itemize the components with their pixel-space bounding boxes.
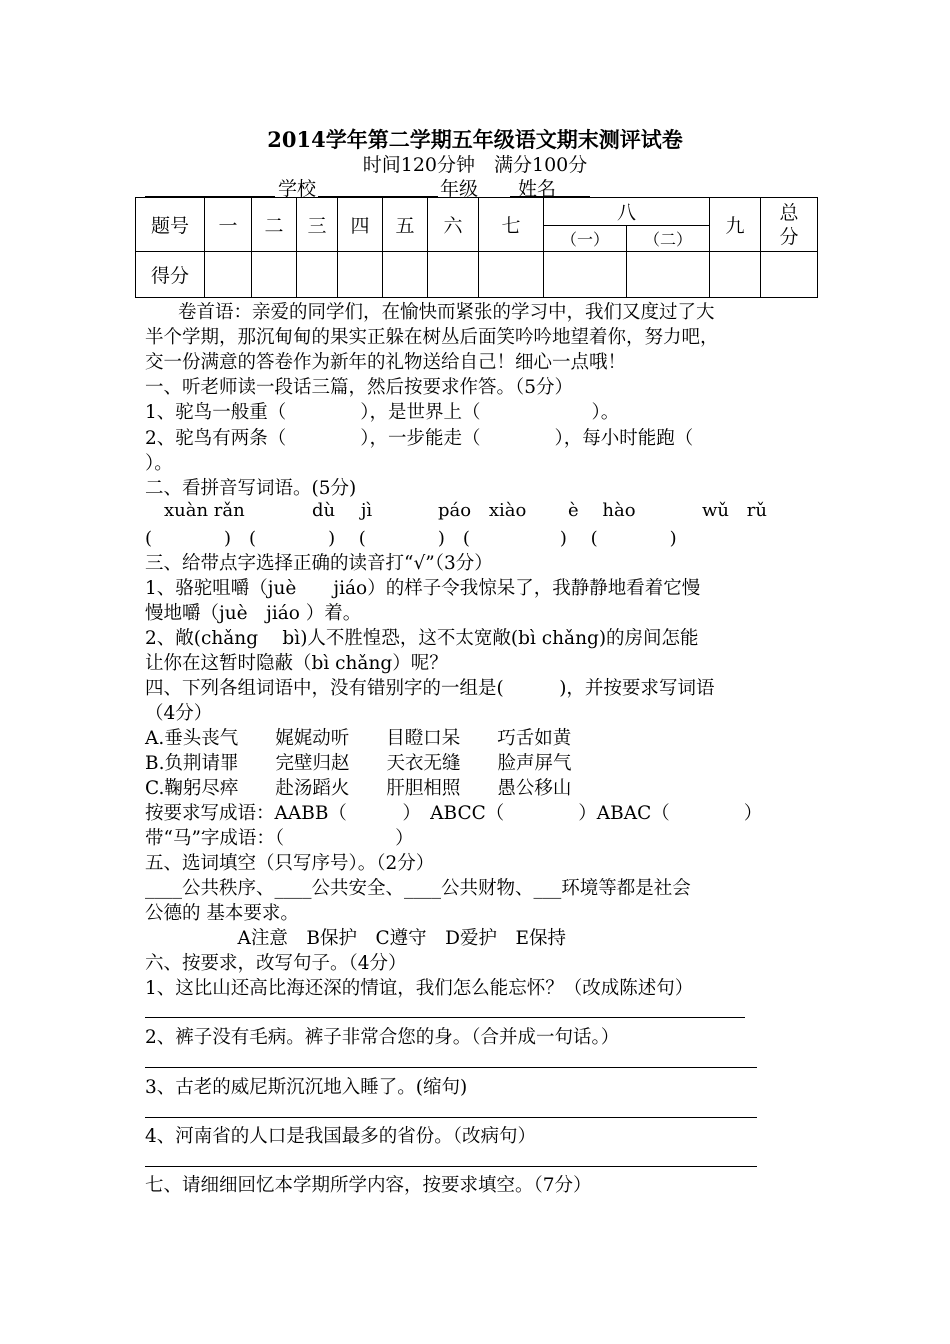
q6-answer-line-1[interactable] — [145, 1017, 745, 1018]
q7-title: 七、请细细回忆本学期所学内容，按要求填空。（7分） — [145, 1175, 592, 1196]
exam-title: 2014学年第二学期五年级语文期末测评试卷 — [267, 127, 683, 152]
score-cell[interactable] — [544, 252, 627, 298]
pinyin-3: páo xiào — [438, 500, 527, 521]
q2-title: 二、看拼音写词语。(5分) — [145, 478, 357, 499]
q4-title: 四、下列各组词语中，没有错别字的一组是( )，并按要求写词语 — [145, 678, 715, 699]
header-cell-8-1: （一） — [544, 226, 627, 252]
q4-option-b: B.负荆请罪 完壁归赵 天衣无缝 脸声屏气 — [145, 753, 572, 774]
exam-time-score: 时间120分钟 满分100分 — [362, 154, 588, 176]
q5-title: 五、选词填空（只写序号）。（2分） — [145, 853, 435, 874]
score-row-label: 得分 — [136, 252, 205, 298]
intro-line-2: 半个学期，那沉甸甸的果实正躲在树丛后面笑吟吟地望着你，努力吧， — [145, 327, 719, 348]
score-table — [135, 197, 818, 298]
header-cell-total — [761, 198, 818, 252]
q4-score: （4分） — [145, 703, 213, 724]
q6-answer-line-3[interactable] — [145, 1117, 757, 1118]
score-cell[interactable] — [761, 252, 818, 298]
q3-title: 三、给带点字选择正确的读音打“√”（3分） — [145, 553, 493, 574]
q1-title: 一、听老师读一段话三篇，然后按要求作答。（5分） — [145, 377, 574, 398]
header-cell-7: 七 — [479, 198, 544, 252]
header-cell-5: 五 — [383, 198, 428, 252]
q1-line-1: 1、驼鸟一般重（ ），是世界上（ ）。 — [145, 402, 620, 423]
q1-line-3: ）。 — [145, 453, 173, 474]
school-label: 学校 — [278, 178, 317, 200]
header-cell-8: 八 — [544, 198, 710, 226]
q2-answer-blanks[interactable]: ( ) ( ) ( ) ( ) ( ) — [145, 528, 677, 549]
q4-write-idioms: 按要求写成语：AABB（ ） ABCC（ ）ABAC（ ） — [145, 803, 763, 824]
q6-title: 六、按要求，改写句子。（4分） — [145, 953, 407, 974]
header-cell-9: 九 — [710, 198, 761, 252]
q1-line-2: 2、驼鸟有两条（ ），一步能走（ ），每小时能跑（ — [145, 428, 694, 449]
score-cell[interactable] — [252, 252, 297, 298]
header-cell-4: 四 — [338, 198, 383, 252]
score-cell[interactable] — [627, 252, 710, 298]
q3-line-3: 2、敞(chǎng bì)人不胜惶恐，这不太宽敞(bì chǎng)的房间怎能 — [145, 628, 699, 649]
q5-line-1: ____公共秩序、____公共安全、____公共财物、___环境等都是社会 — [145, 878, 691, 899]
score-cell[interactable] — [428, 252, 479, 298]
grade-label: 年级 — [440, 178, 479, 200]
q6-sentence-3: 3、古老的威尼斯沉沉地入睡了。(缩句) — [145, 1077, 468, 1098]
q3-line-2: 慢地嚼（juè jiáo ）着。 — [145, 603, 362, 624]
q4-horse-idioms: 带“马”字成语：（ ） — [145, 828, 414, 849]
pinyin-5: wǔ rǔ — [702, 500, 767, 521]
score-cell[interactable] — [205, 252, 252, 298]
score-cell[interactable] — [479, 252, 544, 298]
q6-sentence-4: 4、河南省的人口是我国最多的省份。（改病句） — [145, 1126, 537, 1147]
header-cell-question: 题号 — [136, 198, 205, 252]
score-cell[interactable] — [710, 252, 761, 298]
score-cell[interactable] — [297, 252, 338, 298]
q4-option-a: A.垂头丧气 娓娓动听 目瞪口呆 巧舌如黄 — [145, 728, 572, 749]
q3-line-1: 1、骆驼咀嚼（juè jiáo）的样子令我惊呆了，我静静地看着它慢 — [145, 578, 701, 599]
pinyin-4: è hào — [568, 500, 636, 521]
q6-sentence-2: 2、裤子没有毛病。裤子非常合您的身。（合并成一句话。） — [145, 1027, 620, 1048]
score-cell[interactable] — [338, 252, 383, 298]
q5-options: A注意 B保护 C遵守 D爱护 E保持 — [145, 928, 566, 949]
header-cell-3: 三 — [297, 198, 338, 252]
pinyin-2: dù jì — [312, 500, 373, 521]
q6-answer-line-2[interactable] — [145, 1067, 757, 1068]
header-cell-2: 二 — [252, 198, 297, 252]
q4-option-c: C.鞠躬尽瘁 赴汤蹈火 肝胆相照 愚公移山 — [145, 778, 572, 799]
name-label: 姓名 — [518, 178, 557, 200]
q6-sentence-1: 1、这比山还高比海还深的情谊，我们怎么能忘怀？（改成陈述句） — [145, 978, 694, 999]
q5-line-2: 公德的 基本要求。 — [145, 903, 299, 924]
q6-answer-line-4[interactable] — [145, 1166, 757, 1167]
header-cell-1: 一 — [205, 198, 252, 252]
total-label: 总分 — [779, 201, 799, 248]
score-cell[interactable] — [383, 252, 428, 298]
intro-line-1: 卷首语：亲爱的同学们，在愉快而紧张的学习中，我们又度过了大 — [178, 302, 715, 323]
header-cell-6: 六 — [428, 198, 479, 252]
intro-line-3: 交一份满意的答卷作为新年的礼物送给自己！细心一点哦！ — [145, 352, 627, 373]
pinyin-1: xuàn rǎn — [164, 500, 245, 521]
header-cell-8-2: （二） — [627, 226, 710, 252]
q3-line-4: 让你在这暂时隐蔽（bì chǎng）呢？ — [145, 653, 448, 674]
